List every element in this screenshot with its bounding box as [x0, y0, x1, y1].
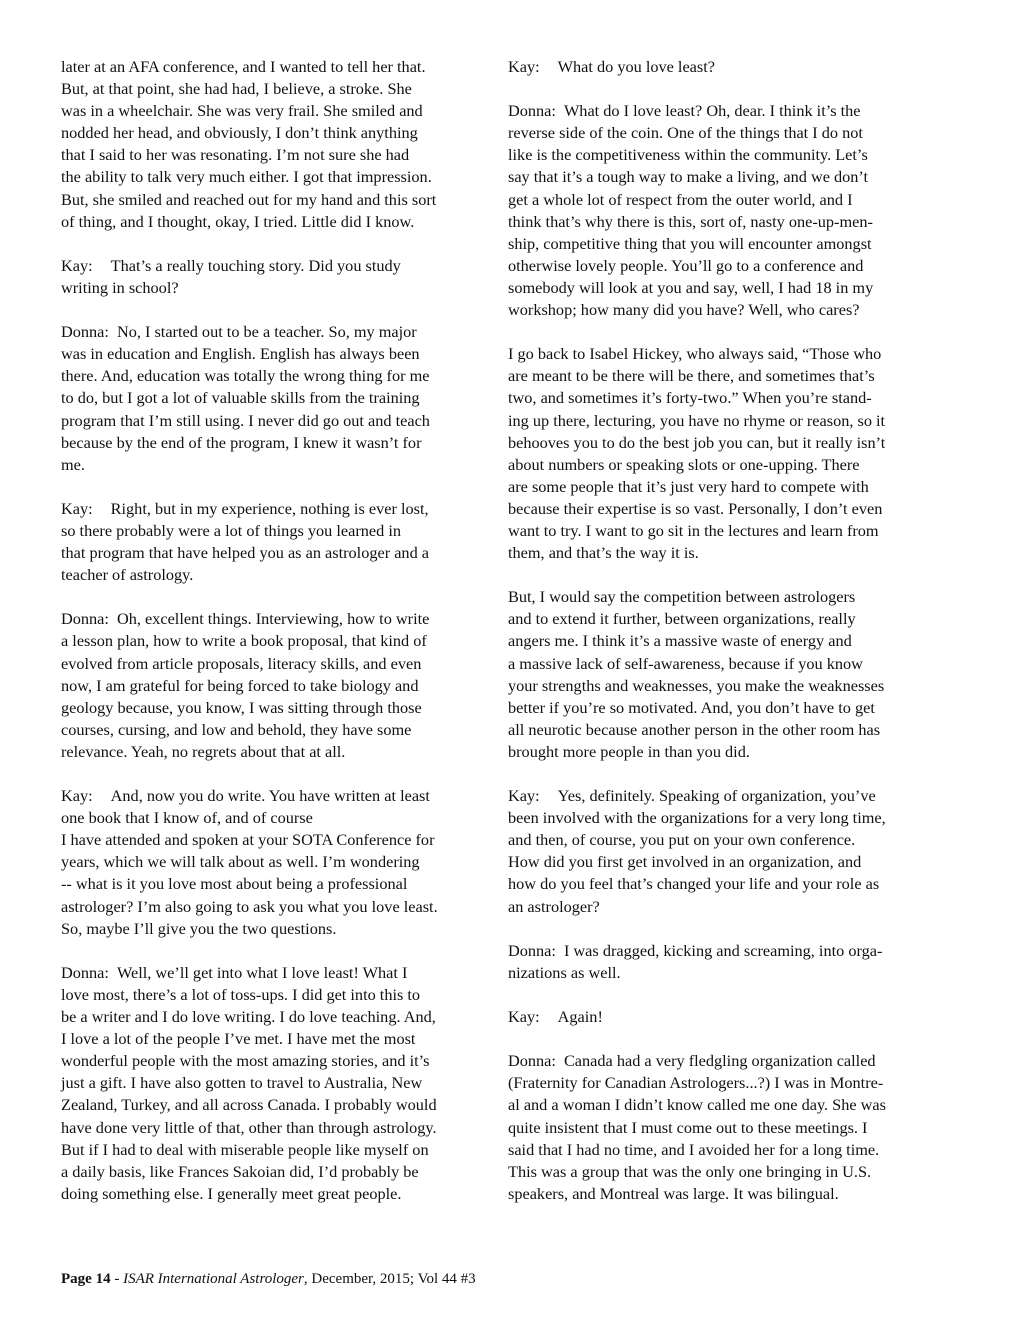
text-line: a massive lack of self-awareness, because if you know	[508, 653, 863, 673]
text-line: Zealand, Turkey, and all across Canada. I probably would	[61, 1095, 437, 1115]
text-line: all neurotic because another person in the other room has	[508, 719, 881, 739]
dialogue-paragraph	[61, 962, 493, 1205]
text-line: But, I would say the competition between astrologers	[508, 587, 856, 607]
text-line: are some people that it’s just very hard to compete with	[508, 476, 869, 496]
text-line: What do you love least?	[557, 57, 715, 76]
text-line: wonderful people with the most amazing stories, and it’s	[61, 1051, 430, 1071]
left-column	[61, 56, 493, 1227]
speaker-label: Donna:	[61, 322, 109, 342]
publication-title: ISAR International Astrologer	[123, 1271, 304, 1287]
page-number: Page 14	[61, 1271, 111, 1287]
dialogue-paragraph	[61, 498, 493, 586]
text-line: Well, we’ll get into what I love least! What I	[116, 962, 408, 982]
text-line: That’s a really touching story. Did you study	[110, 255, 401, 275]
text-line: and to extend it further, between organizations, really	[508, 609, 856, 629]
speaker-label: Kay:	[508, 786, 540, 806]
speaker-label: Donna:	[61, 962, 109, 982]
text-line: I have attended and spoken at your SOTA Conference for	[61, 830, 435, 850]
text-line: Canada had a very fledgling organization called	[563, 1051, 876, 1071]
text-line: This was a group that was the only one bringing in U.S.	[508, 1161, 872, 1181]
text-line: have done very little of that, other than through astrology.	[61, 1117, 437, 1137]
text-line: writing in school?	[61, 277, 179, 297]
speaker-label: Kay:	[508, 1007, 540, 1027]
text-line: reverse side of the coin. One of the things that I do not	[508, 123, 863, 143]
text-line: evolved from article proposals, literacy skills, and even	[61, 653, 422, 673]
text-line: angers me. I think it’s a massive waste of energy and	[508, 631, 852, 651]
text-line: to do, but I got a lot of valuable skills from the training	[61, 388, 420, 408]
text-line: later at an AFA conference, and I wanted to tell her that.	[61, 57, 426, 76]
speaker-label: Donna:	[508, 940, 556, 960]
text-line: now, I am grateful for being forced to take biology and	[61, 675, 419, 695]
text-line: because by the end of the program, I knew it wasn’t for	[61, 432, 422, 452]
text-line: of thing, and I thought, okay, I tried. Little did I know.	[61, 211, 415, 231]
dialogue-paragraph	[508, 940, 938, 984]
text-line: teacher of astrology.	[61, 565, 194, 585]
text-line: one book that I know of, and of course	[61, 808, 313, 828]
speaker-label: Kay:	[61, 498, 93, 518]
text-line: -- what is it you love most about being a professional	[61, 874, 408, 894]
text-line: was in education and English. English has always been	[61, 344, 420, 364]
text-line: What do I love least? Oh, dear. I think it’s the	[563, 101, 861, 121]
text-line: otherwise lovely people. You’ll go to a conference and	[508, 255, 864, 275]
dialogue-paragraph	[61, 321, 493, 476]
text-line: want to try. I want to go sit in the lectures and learn from	[508, 520, 879, 540]
text-line: somebody will look at you and say, well, I had 18 in my	[508, 277, 874, 297]
dialogue-paragraph	[508, 100, 938, 321]
text-line: relevance. Yeah, no regrets about that at all.	[61, 741, 346, 761]
text-line: be a writer and I do love writing. I do love teaching. And,	[61, 1007, 436, 1027]
text-line: program that I’m still using. I never did go out and teach	[61, 410, 430, 430]
text-line: astrologer? I’m also going to ask you what you love least.	[61, 896, 438, 916]
text-line: Oh, excellent things. Interviewing, how to write	[116, 609, 430, 629]
speaker-label: Kay:	[61, 786, 93, 806]
dialogue-paragraph	[508, 56, 938, 78]
text-line: years, which we will talk about as well. I’m wondering	[61, 852, 420, 872]
text-line: But, she smiled and reached out for my hand and this sort	[61, 189, 437, 209]
text-line: because their expertise is so vast. Personally, I don’t even	[508, 498, 883, 518]
text-line: And, now you do write. You have written at least	[110, 786, 430, 806]
right-column	[508, 56, 938, 1227]
text-line: that program that have helped you as an astrologer and a	[61, 543, 430, 563]
text-line: nizations as well.	[508, 962, 621, 982]
text-line: love most, there’s a lot of toss-ups. I did get into this to	[61, 984, 421, 1004]
text-line: like is the competitiveness within the community. Let’s	[508, 145, 868, 165]
text-line: brought more people in than you did.	[508, 741, 750, 761]
text-line: behooves you to do the best job you can, but it really isn’t	[508, 432, 886, 452]
dialogue-paragraph	[508, 1050, 938, 1205]
speaker-label: Donna:	[508, 101, 556, 121]
speaker-label: Donna:	[508, 1051, 556, 1071]
text-line: and then, of course, you put on your own conference.	[508, 830, 856, 850]
dialogue-paragraph	[61, 255, 493, 299]
text-line: get a whole lot of respect from the outer world, and I	[508, 189, 853, 209]
issue-details: , December, 2015; Vol 44 #3	[303, 1271, 476, 1287]
text-line: doing something else. I generally meet great people.	[61, 1183, 402, 1203]
text-line: a daily basis, like Frances Sakoian did, I’d probably be	[61, 1161, 419, 1181]
dialogue-paragraph	[61, 608, 493, 763]
paragraph	[508, 586, 938, 763]
text-line: Right, but in my experience, nothing is ever lost,	[110, 498, 429, 518]
speaker-label: Donna:	[61, 609, 109, 629]
text-line: nodded her head, and obviously, I don’t think anything	[61, 123, 418, 143]
footer-separator: -	[110, 1271, 124, 1287]
text-line: How did you first get involved in an organization, and	[508, 852, 862, 872]
text-line: so there probably were a lot of things you learned in	[61, 520, 401, 540]
text-line: are meant to be there will be there, and sometimes that’s	[508, 366, 875, 386]
text-line: that I said to her was resonating. I’m not sure she had	[61, 145, 410, 165]
text-line: two, and sometimes it’s forty-two.” When you’re stand-	[508, 388, 872, 408]
text-line: So, maybe I’ll give you the two questions.	[61, 918, 337, 938]
text-line: just a gift. I have also gotten to travel to Australia, New	[61, 1073, 423, 1093]
paragraph	[508, 343, 938, 564]
text-line: them, and that’s the way it is.	[508, 543, 699, 563]
text-line: about numbers or speaking slots or one-upping. There	[508, 454, 860, 474]
text-line: there. And, education was totally the wrong thing for me	[61, 366, 430, 386]
text-line: ing up there, lecturing, you have no rhyme or reason, so it	[508, 410, 886, 430]
text-line: a lesson plan, how to write a book proposal, that kind of	[61, 631, 427, 651]
speaker-label: Kay:	[61, 255, 93, 275]
dialogue-paragraph	[508, 1006, 938, 1028]
text-line: was in a wheelchair. She was very frail. She smiled and	[61, 101, 423, 121]
text-line: Yes, definitely. Speaking of organization, you’ve	[557, 786, 876, 806]
dialogue-paragraph	[61, 785, 493, 940]
speaker-label: Kay:	[508, 57, 540, 76]
text-line: courses, cursing, and low and behold, they have some	[61, 719, 412, 739]
text-line: been involved with the organizations for a very long time,	[508, 808, 886, 828]
text-line: said that I had no time, and I avoided her for a long time.	[508, 1139, 880, 1159]
text-line: I go back to Isabel Hickey, who always said, “Those who	[508, 344, 882, 364]
text-line: I love a lot of the people I’ve met. I have met the most	[61, 1029, 416, 1049]
text-line: the ability to talk very much either. I got that impression.	[61, 167, 432, 187]
text-line: me.	[61, 454, 85, 474]
text-line: No, I started out to be a teacher. So, my major	[116, 322, 417, 342]
paragraph	[61, 56, 493, 233]
page-footer	[61, 1270, 476, 1288]
text-line: an astrologer?	[508, 896, 600, 916]
text-line: say that it’s a tough way to make a living, and we don’t	[508, 167, 869, 187]
text-line: workshop; how many did you have? Well, who cares?	[508, 300, 860, 320]
dialogue-paragraph	[508, 785, 938, 918]
text-line: speakers, and Montreal was large. It was bilingual.	[508, 1183, 839, 1203]
text-line: ship, competitive thing that you will encounter amongst	[508, 233, 872, 253]
text-line: better if you’re so motivated. And, you don’t have to get	[508, 697, 875, 717]
text-line: But, at that point, she had had, I believe, a stroke. She	[61, 79, 412, 99]
text-line: Again!	[557, 1007, 603, 1027]
text-line: geology because, you know, I was sitting through those	[61, 697, 422, 717]
text-line: al and a woman I didn’t know called me one day. She was	[508, 1095, 886, 1115]
text-line: (Fraternity for Canadian Astrologers...?) I was in Montre-	[508, 1073, 884, 1093]
text-line: think that’s why there is this, sort of, nasty one-up-men-	[508, 211, 873, 231]
text-line: your strengths and weaknesses, you make the weaknesses	[508, 675, 885, 695]
text-line: quite insistent that I must come out to these meetings. I	[508, 1117, 868, 1137]
text-line: But if I had to deal with miserable people like myself on	[61, 1139, 429, 1159]
text-line: how do you feel that’s changed your life and your role as	[508, 874, 880, 894]
text-line: I was dragged, kicking and screaming, into orga-	[563, 940, 883, 960]
